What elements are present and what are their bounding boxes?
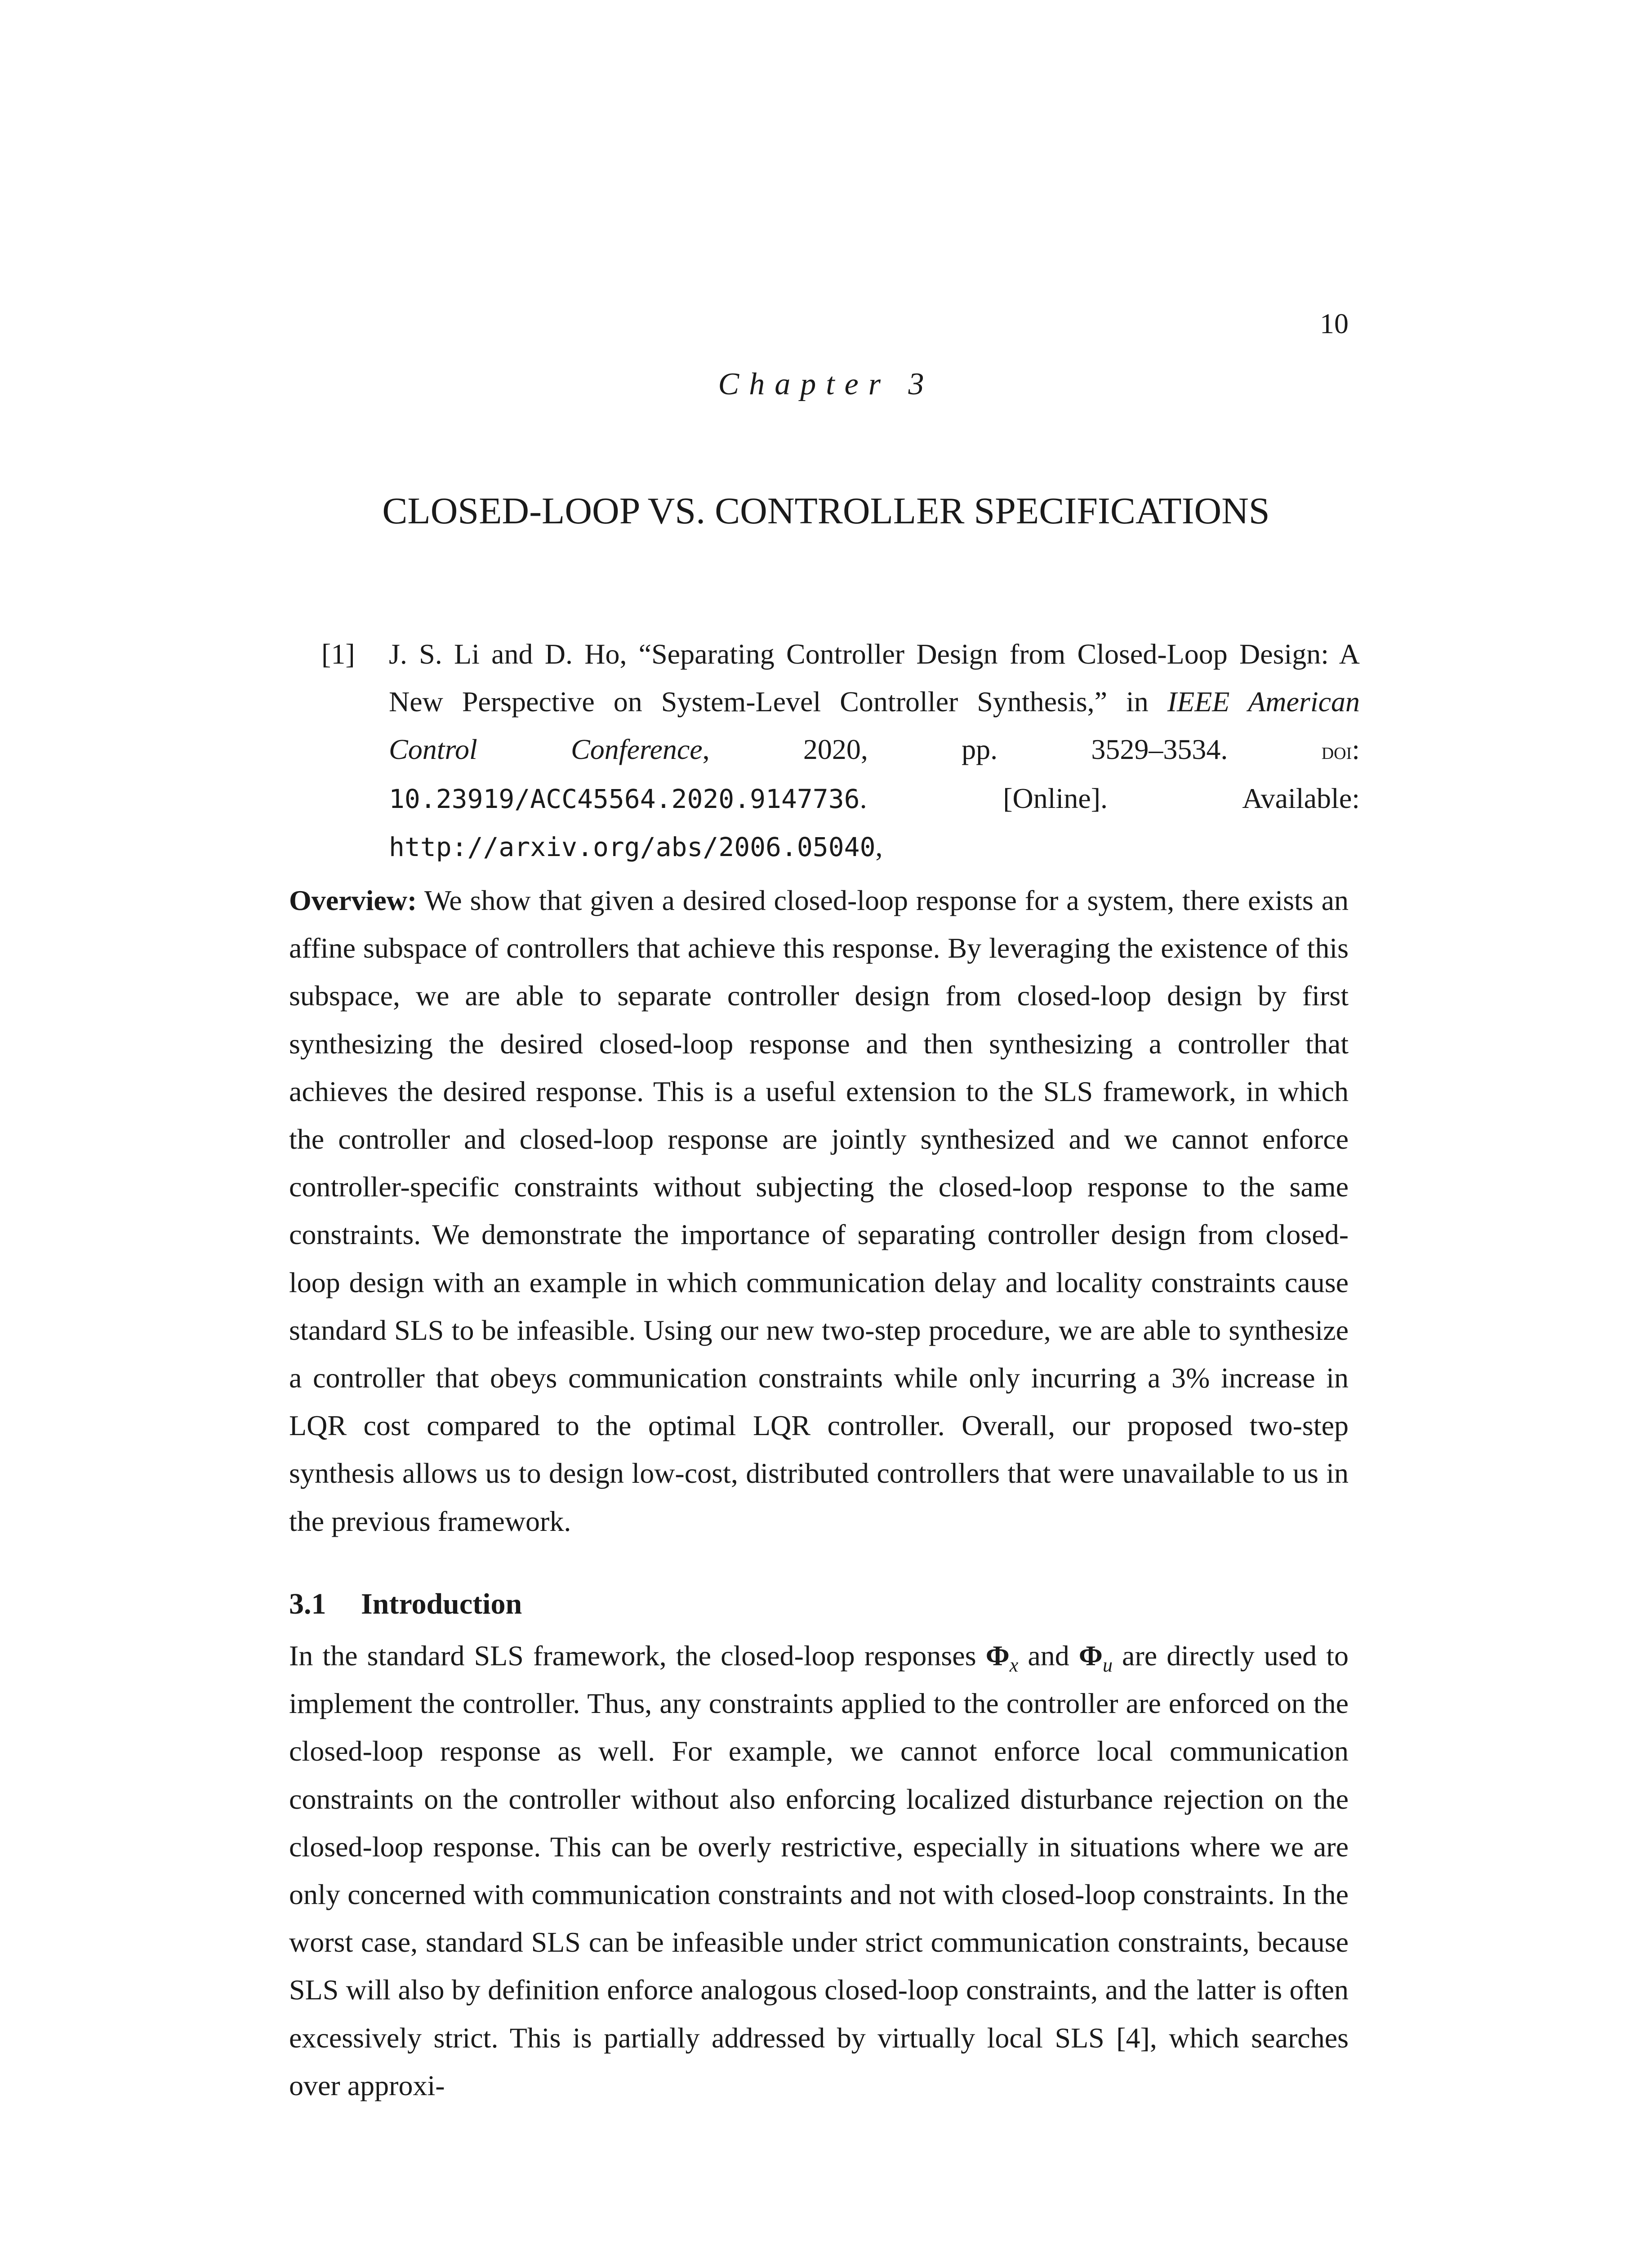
- overview-paragraph: [289, 877, 1349, 1545]
- reference-url-link[interactable]: http://arxiv.org/abs/2006.05040: [389, 832, 876, 862]
- page-number: 10: [1320, 308, 1349, 339]
- phi-u-subscript: u: [1102, 1654, 1113, 1676]
- overview-text: We show that given a desired closed-loop response for a system, there exists an affine subspace of controllers that achieve this response. By leveraging the existence of this subspace, we are able to separate controller design from closed-loop design by first synthesizing the desired closed-loop response and then synthesizing a controller that achieves the desired response. This is a useful extension to the SLS framework, in which the controller and closed-loop response are jointly synthesized and we cannot enforce controller-specific constraints without subjecting the closed-loop response to the same constraints. We demonstrate the importance of separating controller design from closed-loop design with an example in which communication delay and locality constraints cause standard SLS to be infeasible. Using our new two-step procedure, we are able to synthesize a controller that obeys communication constraints while only incurring a 3% increase in LQR cost compared to the optimal LQR controller. Overall, our proposed two-step synthesis allows us to design low-cost, distributed controllers that were unavailable to us in the previous framework.: [289, 884, 1349, 1537]
- section-number: 3.1: [289, 1588, 326, 1620]
- section-title: Introduction: [361, 1588, 522, 1620]
- intro-text-1: In the standard SLS framework, the closed-loop responses: [289, 1640, 986, 1672]
- reference-online: . [Online]. Available:: [859, 782, 1360, 814]
- reference-venue: IEEE American Control Conference: [389, 686, 1360, 765]
- introduction-paragraph: [289, 1632, 1349, 2110]
- reference-year-pages: , 2020, pp. 3529–3534.: [702, 733, 1322, 765]
- reference-doi-sep: :: [1352, 733, 1360, 765]
- chapter-title: CLOSED-LOOP VS. CONTROLLER SPECIFICATIONS: [382, 490, 1270, 532]
- reference-body: [389, 630, 1360, 871]
- reference-doi-label: doi: [1321, 737, 1352, 764]
- reference-doi-link[interactable]: 10.23919/ACC45564.2020.9147736: [389, 784, 860, 814]
- reference-authors-title: J. S. Li and D. Ho, “Separating Controller Design from Closed-Loop Design: A New Perspective on System-Level Controller Synthesis,” in: [389, 638, 1360, 718]
- intro-and: and: [1018, 1640, 1079, 1672]
- section-heading: [289, 1586, 522, 1622]
- reference-index: [1]: [321, 638, 355, 670]
- overview-label: Overview:: [289, 884, 417, 916]
- intro-text-2: are directly used to implement the controller. Thus, any constraints applied to the controller are enforced on the closed-loop response as well. For example, we cannot enforce local communication constraints on the controller without also enforcing localized disturbance rejection on the closed-loop response. This can be overly restrictive, especially in situations where we are only concerned with communication constraints and not with closed-loop constraints. In the worst case, standard SLS can be infeasible under strict communication constraints, because SLS will also by definition enforce analogous closed-loop constraints, and the latter is often excessively strict. This is partially addressed by virtually local SLS [4], which searches over approxi-: [289, 1640, 1349, 2101]
- phi-u-symbol: Φ: [1078, 1640, 1103, 1672]
- phi-x-subscript: x: [1009, 1654, 1019, 1676]
- chapter-label: Chapter 3: [718, 367, 934, 401]
- phi-x-symbol: Φ: [985, 1640, 1010, 1672]
- reference-end: ,: [875, 830, 883, 862]
